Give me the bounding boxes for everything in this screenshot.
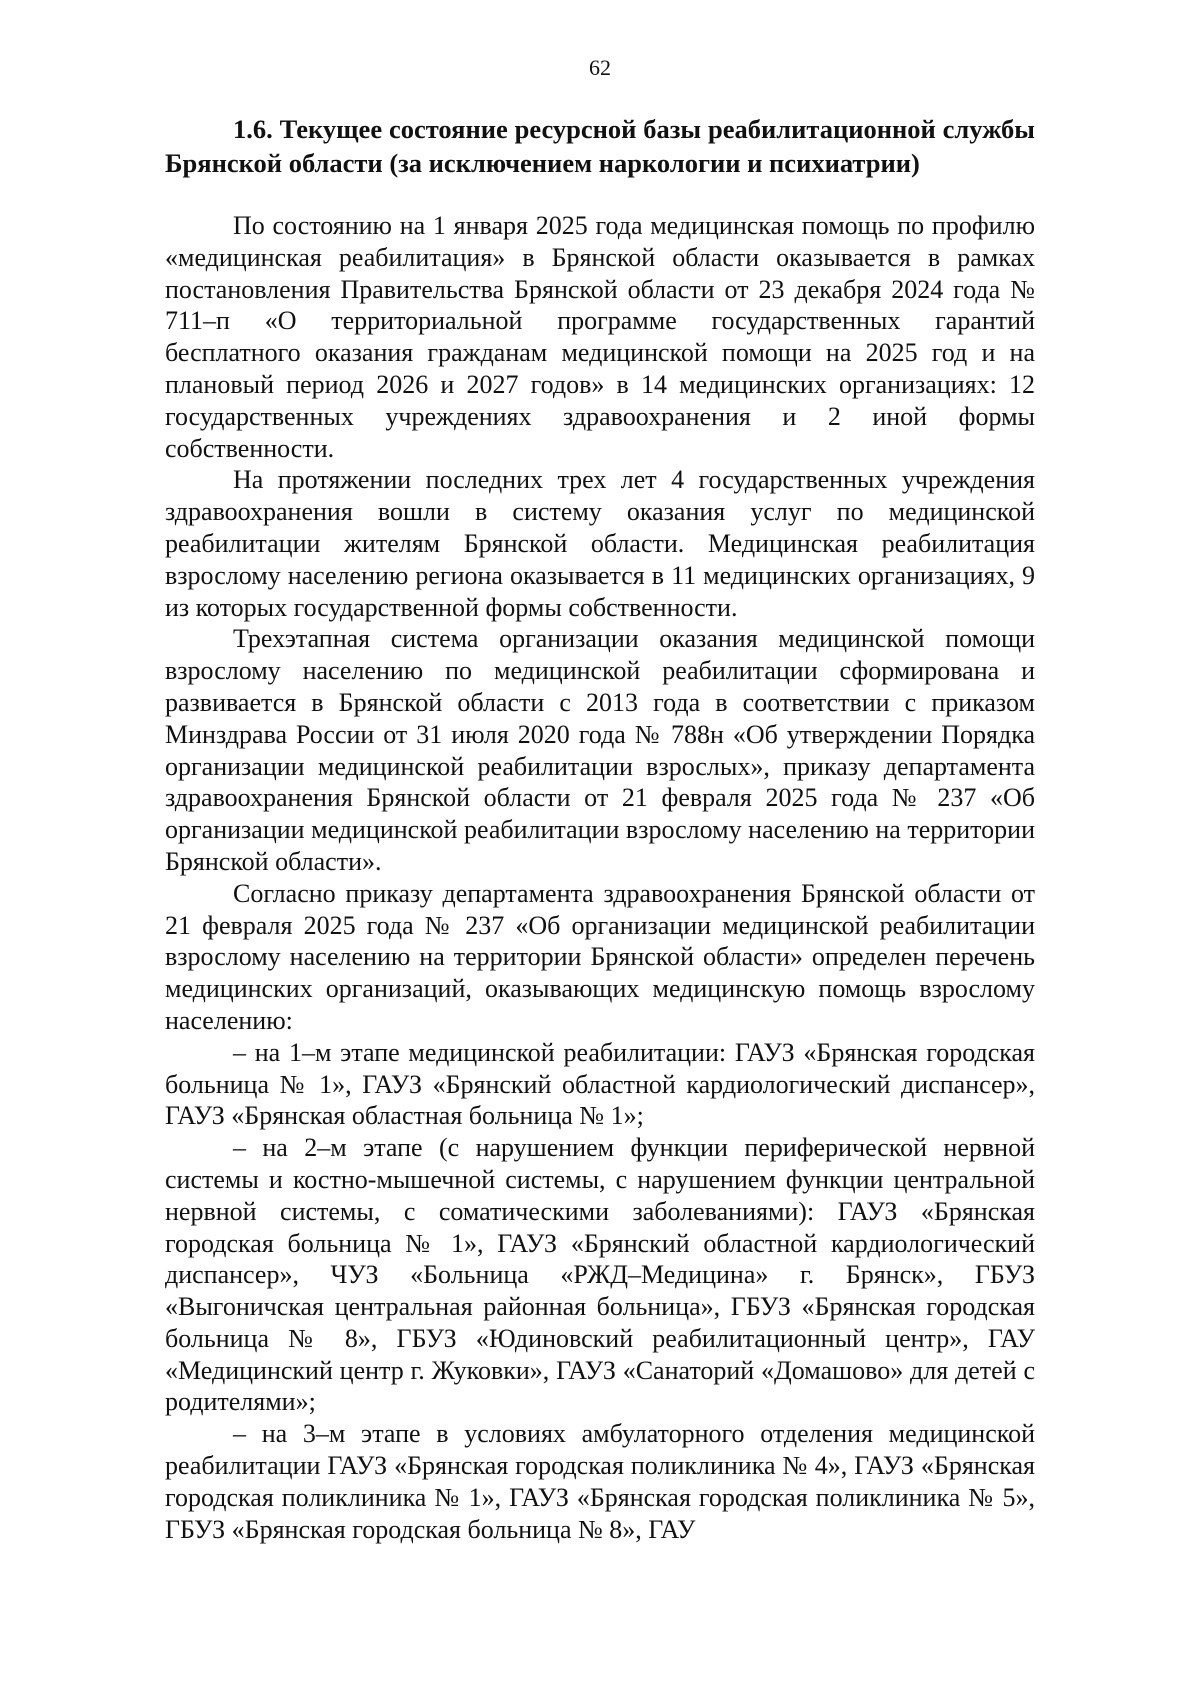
list-item-stage-2: – на 2–м этапе (с нарушением функции периферической нервной системы и костно-мышечной системы, с нарушением функции центральной нервной системы, с соматическими заболеваниями): ГАУЗ «Брянская городская больница № 1», ГАУЗ «Брянский областной кардиологический диспансер», ЧУЗ «Больница «РЖД–Медицина» г. Брянск», ГБУЗ «Выгоничская центральная районная больница», ГБУЗ «Брянская городская больница № 8», ГБУЗ «Юдиновский реабилитационный центр», ГАУ «Медицинский центр г. Жуковки», ГАУЗ «Санаторий «Домашово» для детей с родителями»; [165, 1133, 1035, 1417]
paragraph-three-stage-system: Трехэтапная система организации оказания медицинской помощи взрослому населению по медицинской реабилитации сформирована и развивается в Брянской области с 2013 года в соответствии с приказом Минздрава России от 31 июля 2020 года № 788н «Об утверждении Порядка организации медицинской реабилитации взрослых», приказу департамента здравоохранения Брянской области от 21 февраля 2025 года № 237 «Об организации медицинской реабилитации взрослому населению на территории Брянской области». [165, 624, 1035, 876]
paragraph-organizations-list-intro: Согласно приказу департамента здравоохранения Брянской области от 21 февраля 2025 года № 237 «Об организации медицинской реабилитации взрослому населению на территории Брянской области» определен перечень медицинских организаций, оказывающих медицинскую помощь взрослому населению: [165, 878, 1035, 1035]
section-heading: 1.6. Текущее состояние ресурсной базы реабилитационной службы Брянской области (за исключением наркологии и психиатрии) [165, 114, 1035, 178]
list-item-stage-1: – на 1–м этапе медицинской реабилитации: ГАУЗ «Брянская городская больница № 1», ГАУЗ «Брянский областной кардиологический диспансер», ГАУЗ «Брянская областная больница № 1»; [165, 1037, 1035, 1131]
page-number: 62 [589, 55, 611, 80]
document-body [165, 112, 1035, 1545]
paragraph-status-2025: По состоянию на 1 января 2025 года медицинская помощь по профилю «медицинская реабилитация» в Брянской области оказывается в рамках постановления Правительства Брянской области от 23 декабря 2024 года № 711–п «О территориальной программе государственных гарантий бесплатного оказания гражданам медицинской помощи на 2025 год и на плановый период 2026 и 2027 годов» в 14 медицинских организациях: 12 государственных учреждениях здравоохранения и 2 иной формы собственности. [165, 211, 1035, 463]
paragraph-last-three-years: На протяжении последних трех лет 4 государственных учреждения здравоохранения вошли в систему оказания услуг по медицинской реабилитации жителям Брянской области. Медицинская реабилитация взрослому населению региона оказывается в 11 медицинских организациях, 9 из которых государственной формы собственности. [165, 465, 1035, 622]
list-item-stage-3: – на 3–м этапе в условиях амбулаторного отделения медицинской реабилитации ГАУЗ «Брянская городская поликлиника № 4», ГАУЗ «Брянская городская поликлиника № 1», ГАУЗ «Брянская городская поликлиника № 5», ГБУЗ «Брянская городская больница № 8», ГАУ [165, 1419, 1035, 1544]
